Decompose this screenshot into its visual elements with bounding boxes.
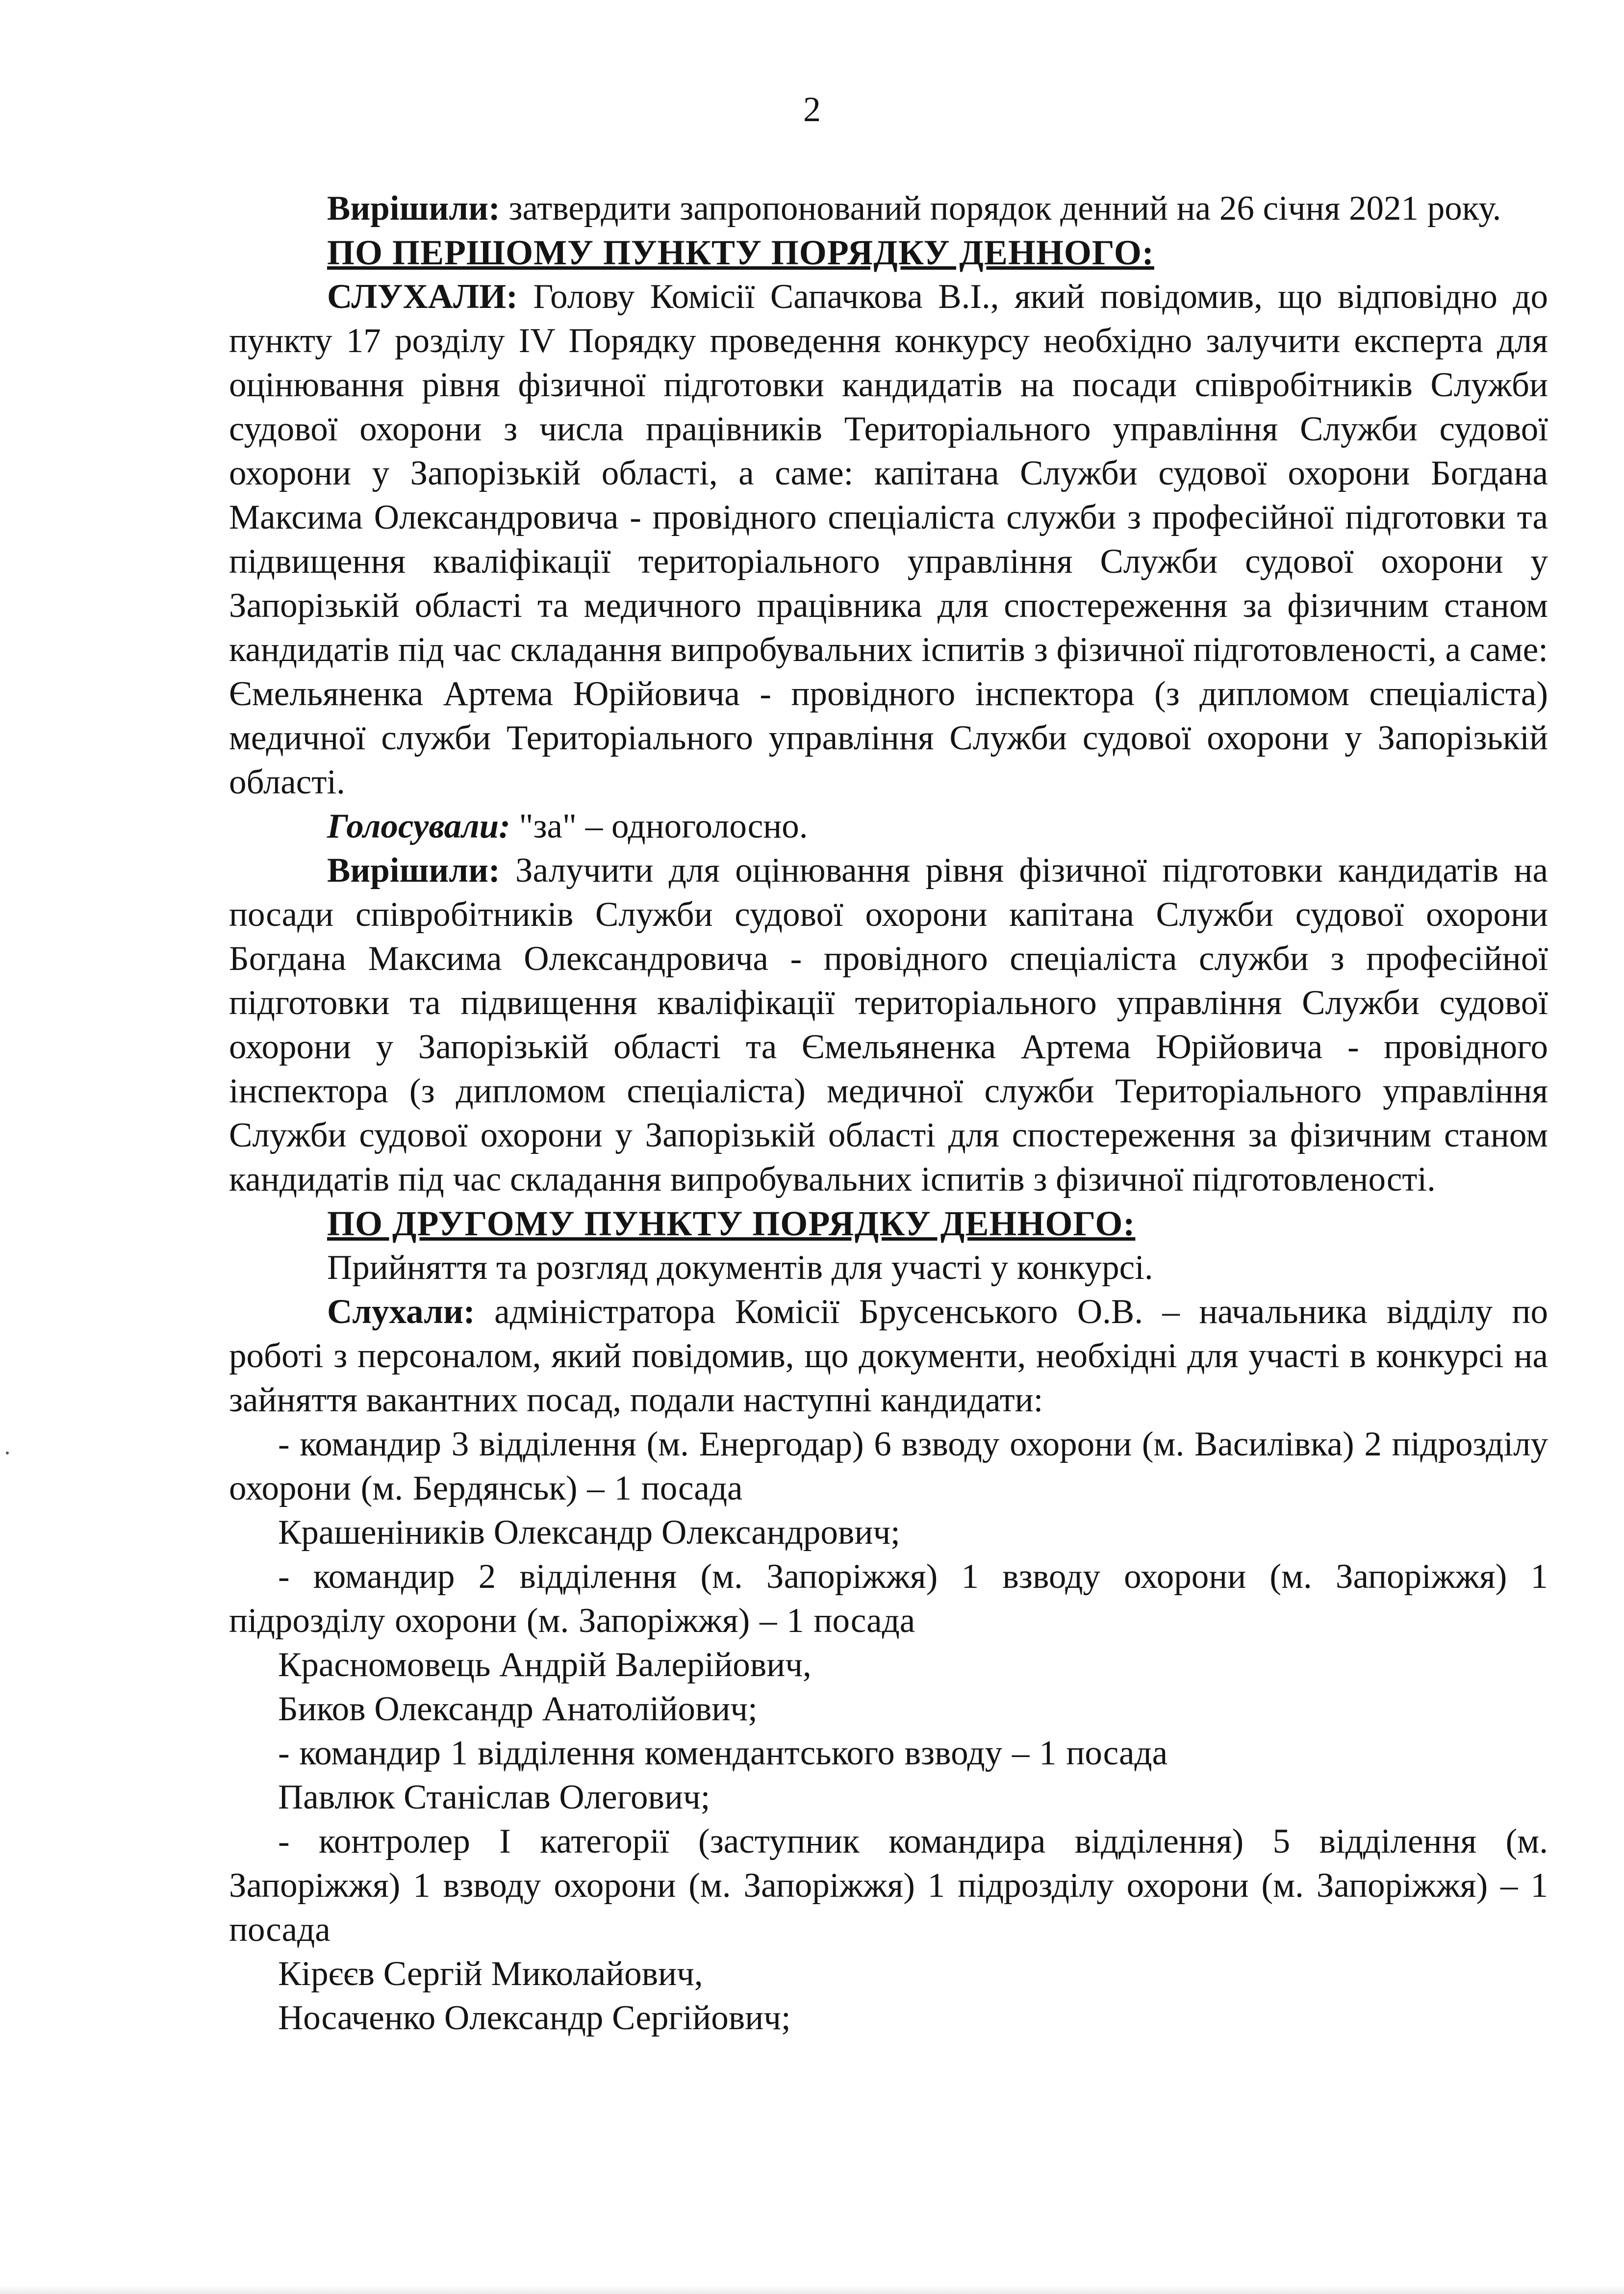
second-item-title: Прийняття та розгляд документів для участі у конкурсі. [327,1249,1153,1287]
decided-label: Вирішили: [327,189,500,228]
candidate-name: Кірєєв Сергій Миколайович, [278,1955,703,1993]
decided-text: затвердити запропонований порядок денний на 26 січня 2021 року. [500,189,1501,228]
candidate-name: Красномовець Андрій Валерійович, [278,1646,812,1684]
heard-label: Слухали: [327,1293,475,1331]
heard-label: СЛУХАЛИ: [327,278,518,316]
vote-label: Голосували: [327,807,510,845]
heard-paragraph-second [229,1290,1548,1422]
position-item: - командир 1 відділення комендантського взводу – 1 посада [278,1734,1168,1772]
scan-bottom-edge [0,2285,1624,2294]
candidate-name: Биков Олександр Анатолійович; [278,1690,758,1728]
heard-text: адміністратора Комісії Брусенського О.В. – начальника відділу по роботі з персоналом, який повідомив, що документи, необхідні для участі в конкурсі на зайняття вакантних посад, подали наступні кандидати: [229,1293,1548,1419]
decision-paragraph-first [229,848,1548,1201]
candidate-name: Носаченко Олександр Сергійович; [278,1999,791,2037]
candidate-name: Крашеніників Олександр Олександрович; [278,1513,900,1552]
decided-text: Залучити для оцінювання рівня фізичної підготовки кандидатів на посади співробітників Служби судової охорони капітана Служби судової охорони Богдана Максима Олександровича - провідного спеціаліста служби з професійної підготовки та підвищення кваліфікації територіального управління Служби судової охорони у Запорізькій області та Ємельяненка Артема Юрійовича - провідного інспектора (з дипломом спеціаліста) медичної служби Територіального управління Служби судової охорони у Запорізькій області для спостереження за фізичним станом кандидатів під час складання випробувальних іспитів з фізичної підготовленості. [229,851,1548,1198]
vote-text: "за" – одноголосно. [510,807,808,845]
decided-label: Вирішили: [327,851,500,890]
position-item: - командир 3 відділення (м. Енергодар) 6 взводу охорони (м. Василівка) 2 підрозділу охорони (м. Бердянськ) – 1 посада [229,1425,1548,1507]
agenda-decision-paragraph [229,186,1548,230]
position-item: - командир 2 відділення (м. Запоріжжя) 1 взводу охорони (м. Запоріжжя) 1 підрозділу охорони (м. Запоріжжя) – 1 посада [229,1557,1548,1640]
document-body [229,186,1548,2040]
section-heading-second-item: ПО ДРУГОМУ ПУНКТУ ПОРЯДКУ ДЕННОГО: [327,1204,1136,1243]
scan-speck [6,1452,9,1454]
position-item: - контролер I категорії (заступник командира відділення) 5 відділення (м. Запоріжжя) 1 взводу охорони (м. Запоріжжя) 1 підрозділу охорони (м. Запоріжжя) – 1 посада [229,1822,1548,1949]
section-heading-first-item: ПО ПЕРШОМУ ПУНКТУ ПОРЯДКУ ДЕННОГО: [327,233,1154,272]
heard-paragraph-first [229,275,1548,804]
candidate-name: Павлюк Станіслав Олегович; [278,1778,710,1816]
vote-paragraph [229,804,1548,848]
page-number: 2 [803,90,821,129]
heard-text: Голову Комісії Сапачкова В.І., який повідомив, що відповідно до пункту 17 розділу IV Порядку проведення конкурсу необхідно залучити експерта для оцінювання рівня фізичної підготовки кандидатів на посади співробітників Служби судової охорони з числа працівників Територіального управління Служби судової охорони у Запорізькій області, а саме: капітана Служби судової охорони Богдана Максима Олександровича - провідного спеціаліста служби з професійної підготовки та підвищення кваліфікації територіального управління Служби судової охорони у Запорізькій області та медичного працівника для спостереження за фізичним станом кандидатів під час складання випробувальних іспитів з фізичної підготовленості, а саме: Ємельяненка Артема Юрійовича - провідного інспектора (з дипломом спеціаліста) медичної служби Територіального управління Служби судової охорони у Запорізькій області. [229,278,1548,801]
